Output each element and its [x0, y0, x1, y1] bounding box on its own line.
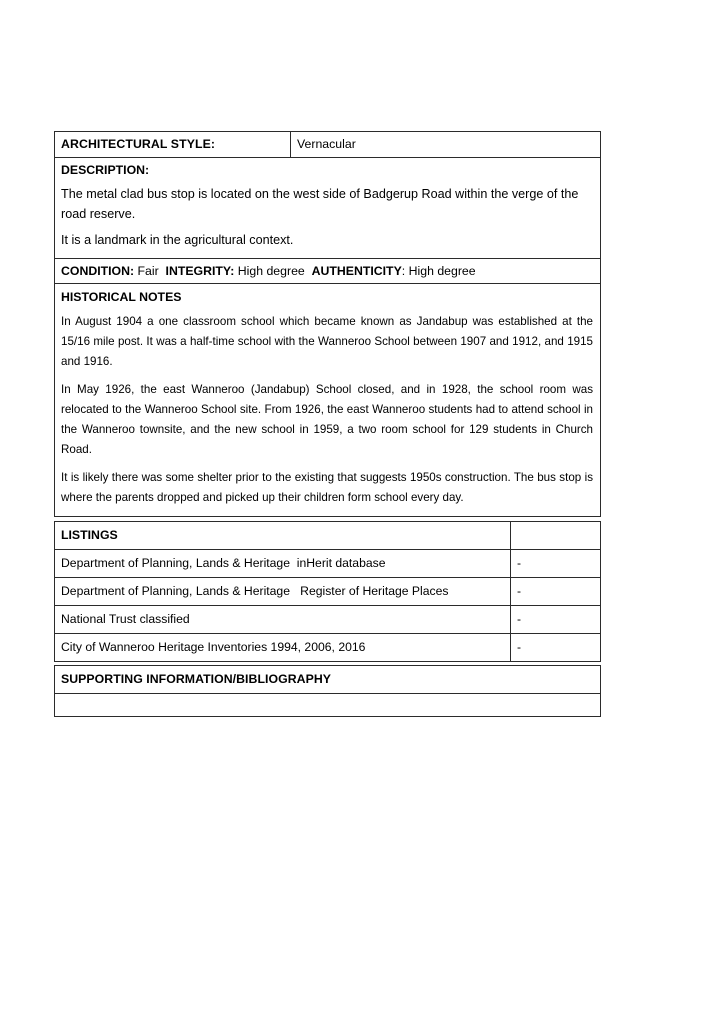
- listing-name-cell: [55, 606, 511, 634]
- historical-notes-cell: [55, 283, 601, 516]
- listing-name-cell: [55, 550, 511, 578]
- table-row-description: [55, 158, 601, 259]
- supporting-body-cell: [55, 694, 601, 717]
- listing-value-cell: [511, 606, 601, 634]
- listings-table: [54, 521, 601, 662]
- listing-value: -: [517, 612, 522, 626]
- table-row: [55, 634, 601, 662]
- listing-value-cell: [511, 550, 601, 578]
- description-paragraph-2: It is a landmark in the agricultural context.: [61, 233, 294, 247]
- supporting-body-row: [55, 694, 601, 717]
- supporting-heading-cell: [55, 666, 601, 694]
- architectural-style-value-cell: [291, 132, 601, 158]
- description-paragraph-1: The metal clad bus stop is located on the west side of Badgerup Road within the verge of the road reserve.: [61, 187, 579, 221]
- table-row: [55, 578, 601, 606]
- listing-value: -: [517, 556, 522, 570]
- integrity-value: High degree: [237, 263, 305, 278]
- historical-notes-heading: HISTORICAL NOTES: [61, 289, 182, 304]
- listing-name: Department of Planning, Lands & Heritage Register of Heritage Places: [61, 584, 449, 598]
- historical-notes-paragraph-2: In May 1926, the east Wanneroo (Jandabup) School closed, and in 1928, the school room was relocated to the Wanneroo School site. From 1926, the east Wanneroo students had to attend school in the Wanneroo townsite, and the new school in 1959, a two room school for 129 students in Church Road.: [61, 382, 593, 456]
- listings-heading-cell: [55, 522, 511, 550]
- supporting-header-row: [55, 666, 601, 694]
- listing-value: -: [517, 584, 522, 598]
- authenticity-label: AUTHENTICITY: [311, 263, 402, 278]
- assessment-line: [61, 263, 595, 279]
- listing-name: National Trust classified: [61, 612, 190, 626]
- table-row: [55, 606, 601, 634]
- architectural-style-label: ARCHITECTURAL STYLE:: [61, 137, 216, 151]
- description-heading: DESCRIPTION:: [61, 163, 150, 177]
- table-row-architectural-style: [55, 132, 601, 158]
- integrity-label: INTEGRITY:: [165, 263, 235, 278]
- listing-value-cell: [511, 634, 601, 662]
- description-cell: [55, 158, 601, 259]
- condition-value: Fair: [137, 263, 159, 278]
- historical-notes-paragraph-1: In August 1904 a one classroom school which became known as Jandabup was established at the 15/16 mile post. It was a half-time school with the Wanneroo School between 1907 and 1912, and 1915 and 1916.: [61, 314, 593, 368]
- listings-heading-value-cell: [511, 522, 601, 550]
- listing-name: City of Wanneroo Heritage Inventories 1994, 2006, 2016: [61, 640, 366, 654]
- condition-label: CONDITION:: [61, 263, 135, 278]
- table-row-assessment: [55, 258, 601, 283]
- listing-name-cell: [55, 578, 511, 606]
- architectural-style-value: Vernacular: [297, 137, 356, 151]
- listings-heading: LISTINGS: [61, 528, 118, 542]
- supporting-heading: SUPPORTING INFORMATION/BIBLIOGRAPHY: [61, 672, 332, 686]
- listing-value-cell: [511, 578, 601, 606]
- architectural-style-label-cell: [55, 132, 291, 158]
- authenticity-value: : High degree: [401, 263, 476, 278]
- table-row: [55, 550, 601, 578]
- listing-name: Department of Planning, Lands & Heritage inHerit database: [61, 556, 386, 570]
- main-record-table: [54, 131, 601, 517]
- historical-notes-paragraph-3: It is likely there was some shelter prior to the existing that suggests 1950s construction. The bus stop is where the parents dropped and picked up their children form school every day.: [61, 470, 593, 504]
- table-row-historical-notes: [55, 283, 601, 516]
- assessment-cell: [55, 258, 601, 283]
- supporting-information-table: [54, 665, 601, 717]
- listing-value: -: [517, 640, 522, 654]
- listing-name-cell: [55, 634, 511, 662]
- listings-header-row: [55, 522, 601, 550]
